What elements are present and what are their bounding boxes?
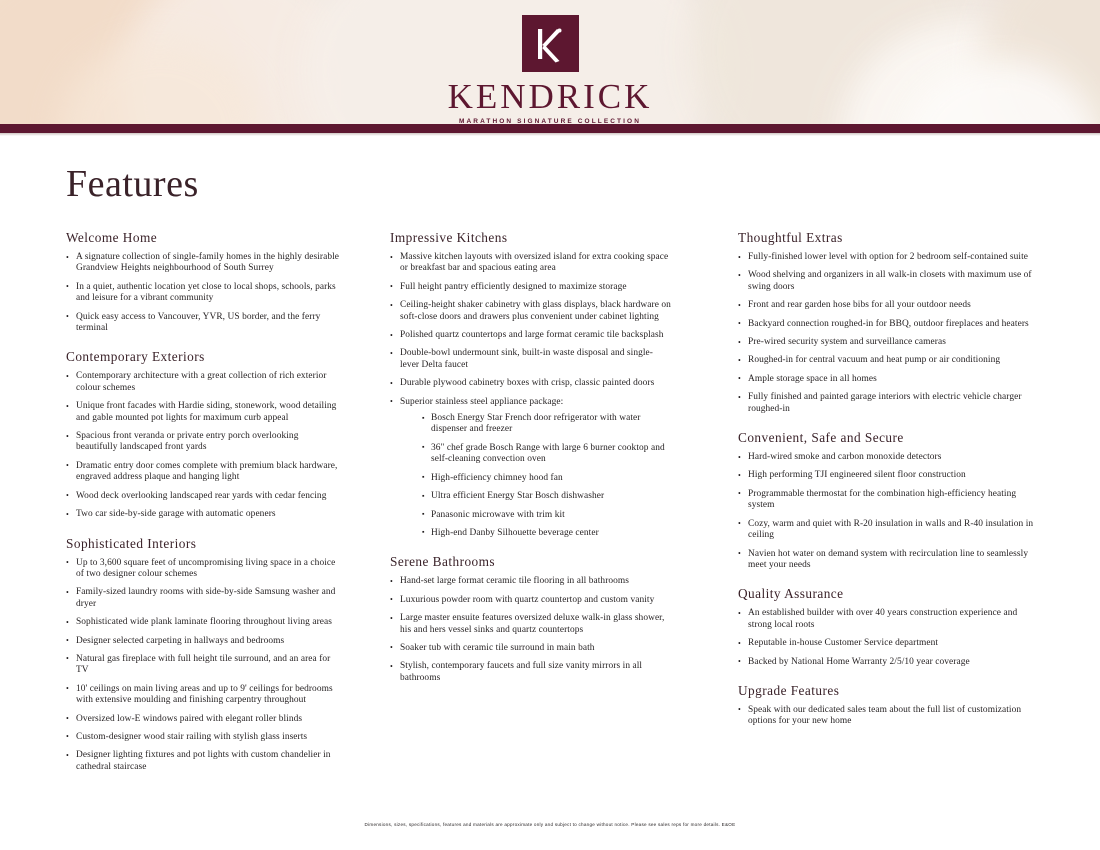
feature-list	[390, 252, 672, 539]
feature-item	[66, 714, 342, 725]
feature-item-text: Backed by National Home Warranty 2/5/10 year coverage	[748, 656, 970, 667]
feature-item-text: Luxurious powder room with quartz countertop and custom vanity	[400, 594, 655, 605]
feature-item	[390, 397, 672, 540]
feature-list	[738, 252, 1042, 415]
feature-item-text: Cozy, warm and quiet with R-20 insulation in walls and R-40 insulation in ceiling	[748, 518, 1034, 541]
feature-item-text: Dramatic entry door comes complete with premium black hardware, engraved address plaque and hanging light	[76, 460, 338, 483]
section-heading: Impressive Kitchens	[390, 230, 508, 245]
feature-item-text: Unique front facades with Hardie siding, stonework, wood detailing and gable mounted pot lights for maximum curb appeal	[76, 401, 337, 423]
feature-item	[66, 252, 342, 275]
section-heading: Thoughtful Extras	[738, 230, 843, 245]
feature-item	[390, 576, 672, 587]
feature-item	[66, 684, 342, 707]
feature-item-text: Fully-finished lower level with option for 2 bedroom self-contained suite	[748, 252, 1028, 262]
section-heading: Sophisticated Interiors	[66, 535, 197, 551]
feature-item-text: Wood shelving and organizers in all walk-in closets with maximum use of swing doors	[748, 270, 1032, 292]
feature-item	[66, 558, 342, 581]
feature-item	[738, 355, 1042, 366]
feature-item	[738, 300, 1042, 311]
feature-item-text: Hand-set large format ceramic tile flooring in all bathrooms	[400, 576, 630, 587]
feature-item	[738, 452, 1042, 463]
feature-list	[66, 252, 342, 334]
feature-item	[738, 705, 1042, 728]
features-columns	[0, 230, 1100, 788]
feature-subitem: ▪ High-efficiency chimney hood fan	[422, 473, 672, 484]
feature-section	[66, 536, 342, 774]
feature-item-text: Ceiling-height shaker cabinetry with glass displays, black hardware on soft-close doors and drawers plus convenient under cabinet lighting	[400, 300, 671, 322]
feature-item-text: Backyard connection roughed-in for BBQ, outdoor fireplaces and heaters	[748, 318, 1029, 329]
feature-item-text: An established builder with over 40 years construction experience and strong local roots	[748, 608, 1018, 630]
feature-item	[390, 348, 672, 371]
feature-item-text: Wood deck overlooking landscaped rear yards with cedar fencing	[76, 490, 327, 501]
feature-item-text: Two car side-by-side garage with automatic openers	[76, 509, 276, 520]
feature-section	[66, 230, 342, 334]
feature-section	[738, 586, 1042, 668]
feature-item	[738, 337, 1042, 348]
feature-item-text: Up to 3,600 square feet of uncompromising living space in a choice of two designer colour schemes	[76, 557, 336, 579]
feature-subitem: ▪ Bosch Energy Star French door refrigerator with water dispenser and freezer	[422, 413, 672, 436]
feature-item-text: Quick easy access to Vancouver, YVR, US border, and the ferry terminal	[76, 311, 321, 334]
feature-item-text: Double-bowl undermount sink, built-in waste disposal and single-lever Delta faucet	[400, 348, 654, 370]
feature-item-text: Large master ensuite features oversized deluxe walk-in glass shower, his and hers vessel sinks and quartz countertops	[400, 613, 665, 635]
feature-item	[66, 636, 342, 647]
feature-item	[390, 300, 672, 323]
feature-subitem: ▪ 36" chef grade Bosch Range with large 6 burner cooktop and self-cleaning convection oven	[422, 443, 672, 466]
feature-list	[738, 705, 1042, 728]
kendrick-k-monogram-icon	[522, 15, 579, 72]
section-heading: Contemporary Exteriors	[66, 349, 205, 365]
feature-item-text: A signature collection of single-family homes in the highly desirable Grandview Heights neighbourhood of South Surrey	[76, 252, 340, 274]
feature-item	[66, 461, 342, 484]
feature-list	[390, 576, 672, 684]
page-header	[0, 0, 1100, 124]
feature-item	[66, 401, 342, 424]
feature-item	[66, 491, 342, 502]
feature-section	[738, 230, 1042, 415]
feature-list	[66, 371, 342, 520]
feature-item	[66, 431, 342, 454]
section-heading: Serene Bathrooms	[390, 554, 496, 570]
feature-item-text: Natural gas fireplace with full height tile surround, and an area for TV	[76, 653, 331, 676]
feature-item	[66, 312, 342, 335]
section-heading: Upgrade Features	[738, 682, 840, 698]
feature-item	[738, 470, 1042, 481]
feature-item	[738, 549, 1042, 572]
page-title: Features	[66, 163, 199, 205]
feature-section	[738, 430, 1042, 571]
feature-section	[390, 554, 672, 684]
feature-item-text: Polished quartz countertops and large format ceramic tile backsplash	[400, 330, 664, 341]
brand-tagline: MARATHON SIGNATURE COLLECTION	[459, 118, 641, 124]
feature-subitem: ▪ Panasonic microwave with trim kit	[422, 510, 672, 521]
feature-list	[66, 558, 342, 774]
feature-item	[738, 374, 1042, 385]
section-heading: Welcome Home	[66, 230, 158, 245]
feature-item	[66, 654, 342, 677]
feature-item	[390, 252, 672, 275]
feature-section	[738, 683, 1042, 728]
feature-item	[390, 378, 672, 389]
column-3	[680, 230, 1100, 788]
feature-item	[66, 371, 342, 394]
feature-item	[738, 252, 1042, 263]
feature-item-text: Custom-designer wood stair railing with stylish glass inserts	[76, 731, 308, 742]
feature-item-text: Full height pantry efficiently designed to maximize storage	[400, 281, 627, 292]
feature-subitem: ▪ Ultra efficient Energy Star Bosch dishwasher	[422, 491, 672, 502]
feature-item	[738, 519, 1042, 542]
feature-item-text: Family-sized laundry rooms with side-by-side Samsung washer and dryer	[76, 587, 336, 609]
header-accent-bar	[0, 124, 1100, 133]
feature-item	[66, 617, 342, 628]
feature-item	[66, 587, 342, 610]
feature-item	[66, 282, 342, 305]
feature-item	[738, 319, 1042, 330]
feature-item-text: Superior stainless steel appliance package:	[400, 396, 564, 407]
feature-item	[738, 638, 1042, 649]
feature-item	[390, 282, 672, 293]
feature-item-text: Sophisticated wide plank laminate flooring throughout living areas	[76, 617, 333, 628]
feature-item-text: Durable plywood cabinetry boxes with crisp, classic painted doors	[400, 378, 655, 389]
feature-item-text: Speak with our dedicated sales team about the full list of customization options for your new home	[748, 704, 1022, 727]
feature-item-text: Roughed-in for central vacuum and heat pump or air conditioning	[748, 355, 1001, 366]
feature-item	[390, 595, 672, 606]
feature-section	[390, 230, 672, 539]
feature-item-text: Hard-wired smoke and carbon monoxide detectors	[748, 452, 942, 463]
feature-item-text: Stylish, contemporary faucets and full size vanity mirrors in all bathrooms	[400, 661, 643, 683]
feature-subitem: ▪ High-end Danby Silhouette beverage center	[422, 528, 672, 539]
feature-item-text: In a quiet, authentic location yet close to local shops, schools, parks and leisure for a vibrant community	[76, 281, 336, 304]
feature-item-text: 10' ceilings on main living areas and up to 9' ceilings for bedrooms with extensive moulding and finishing carpentry throughout	[76, 683, 333, 706]
feature-sublist	[400, 413, 672, 539]
feature-section	[66, 349, 342, 520]
brand-logo	[0, 0, 1100, 124]
feature-item	[66, 509, 342, 520]
feature-list	[738, 452, 1042, 571]
feature-item-text: Ample storage space in all homes	[748, 373, 877, 384]
feature-item-text: Oversized low-E windows paired with elegant roller blinds	[76, 713, 303, 724]
feature-item	[66, 732, 342, 743]
feature-item-text: Programmable thermostat for the combination high-efficiency heating system	[748, 488, 1017, 511]
feature-item-text: Spacious front veranda or private entry porch overlooking beautifully landscaped front yards	[76, 431, 299, 453]
feature-item-text: Front and rear garden hose bibs for all your outdoor needs	[748, 300, 971, 311]
header-bar-shadow	[0, 133, 1100, 136]
feature-item-text: Designer lighting fixtures and pot lights with custom chandelier in cathedral staircase	[76, 750, 331, 772]
feature-item-text: High performing TJI engineered silent floor construction	[748, 470, 966, 481]
feature-item	[738, 657, 1042, 668]
feature-item	[66, 750, 342, 773]
feature-item-text: Pre-wired security system and surveillance cameras	[748, 337, 946, 348]
brand-wordmark: KENDRICK	[447, 77, 653, 116]
feature-item-text: Designer selected carpeting in hallways and bedrooms	[76, 635, 285, 646]
feature-item	[390, 643, 672, 654]
feature-item	[738, 608, 1042, 631]
section-heading: Convenient, Safe and Secure	[738, 430, 904, 446]
feature-item-text: Contemporary architecture with a great collection of rich exterior colour schemes	[76, 371, 327, 393]
footer-disclaimer: Dimensions, sizes, specifications, features and materials are approximate only and subject to change without notice. Please see sales reps for more details. E&OE	[364, 822, 736, 827]
feature-item	[738, 270, 1042, 293]
feature-item	[390, 330, 672, 341]
feature-item-text: Reputable in-house Customer Service department	[748, 638, 939, 649]
feature-item-text: Massive kitchen layouts with oversized island for extra cooking space or breakfast bar and spacious eating area	[400, 252, 669, 274]
feature-item-text: Navien hot water on demand system with recirculation line to seamlessly meet your needs	[748, 548, 1029, 570]
column-2	[350, 230, 680, 788]
feature-item	[738, 489, 1042, 512]
feature-item	[738, 392, 1042, 415]
column-1	[0, 230, 350, 788]
feature-list	[738, 608, 1042, 668]
feature-item-text: Fully finished and painted garage interiors with electric vehicle charger roughed-in	[748, 392, 1022, 414]
section-heading: Quality Assurance	[738, 586, 844, 602]
feature-item-text: Soaker tub with ceramic tile surround in main bath	[400, 642, 595, 653]
feature-item	[390, 613, 672, 636]
feature-item	[390, 661, 672, 684]
